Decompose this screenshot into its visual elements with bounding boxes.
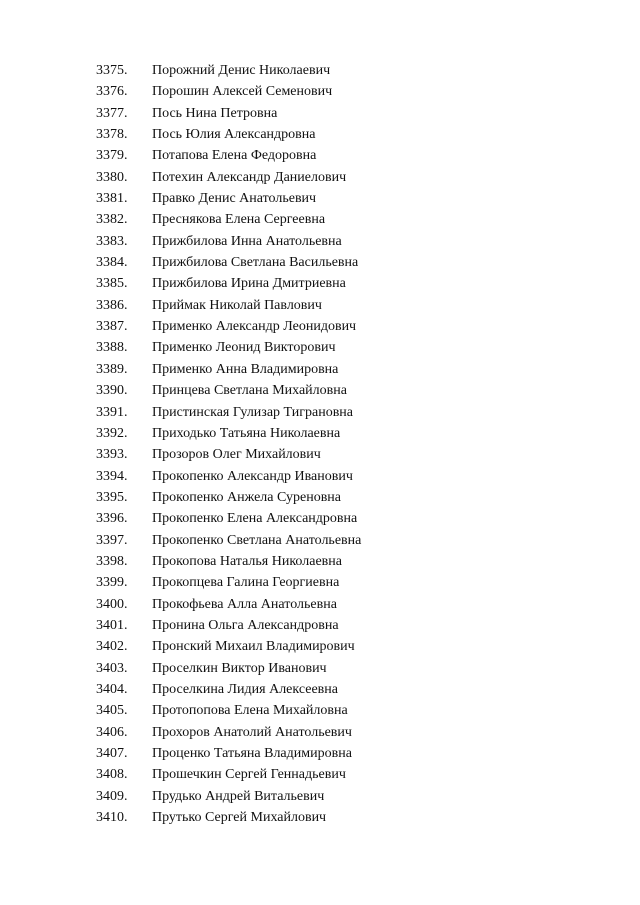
- entry-name: Прокопцева Галина Георгиевна: [152, 575, 340, 591]
- entry-name: Прокопенко Светлана Анатольевна: [152, 532, 362, 548]
- entry-name: Пронина Ольга Александровна: [152, 617, 339, 633]
- entry-name: Применко Анна Владимировна: [152, 361, 339, 377]
- entry-name: Прокопенко Александр Иванович: [152, 468, 353, 484]
- entry-name: Пось Нина Петровна: [152, 105, 278, 121]
- entry-number: 3408.: [96, 767, 128, 783]
- entry-number: 3389.: [96, 361, 128, 377]
- entry-number: 3386.: [96, 297, 128, 313]
- entry-name: Применко Леонид Викторович: [152, 340, 336, 356]
- entry-name: Пронский Михаил Владимирович: [152, 639, 355, 655]
- entry-name: Прижбилова Ирина Дмитриевна: [152, 276, 346, 292]
- entry-name: Проселкина Лидия Алексеевна: [152, 681, 338, 697]
- entry-number: 3399.: [96, 575, 128, 591]
- entry-name: Прокофьева Алла Анатольевна: [152, 596, 337, 612]
- entry-number: 3409.: [96, 788, 128, 804]
- entry-number: 3388.: [96, 340, 128, 356]
- entry-name: Пось Юлия Александровна: [152, 127, 316, 143]
- entry-number: 3394.: [96, 468, 128, 484]
- entry-name: Прудько Андрей Витальевич: [152, 788, 325, 804]
- entry-number: 3395.: [96, 489, 128, 505]
- entry-name: Прутько Сергей Михайлович: [152, 810, 327, 826]
- entry-number: 3383.: [96, 233, 128, 249]
- entry-name: Потехин Александр Даниелович: [152, 169, 347, 185]
- entry-name: Прозоров Олег Михайлович: [152, 447, 321, 463]
- entry-number: 3379.: [96, 148, 128, 164]
- entry-number: 3397.: [96, 532, 128, 548]
- entry-name: Правко Денис Анатольевич: [152, 191, 317, 207]
- entry-number: 3392.: [96, 425, 128, 441]
- entry-number: 3398.: [96, 553, 128, 569]
- entry-name: Пристинская Гулизар Тиграновна: [152, 404, 354, 420]
- entry-number: 3402.: [96, 639, 128, 655]
- entry-number: 3407.: [96, 746, 128, 761]
- entry-number: 3410.: [96, 810, 128, 826]
- entry-name: Прокопенко Анжела Суреновна: [152, 489, 342, 505]
- entry-number: 3393.: [96, 447, 128, 463]
- entry-number: 3381.: [96, 191, 128, 207]
- entry-number: 3403.: [96, 660, 128, 676]
- entry-number: 3405.: [96, 703, 128, 719]
- entry-name: Проценко Татьяна Владимировна: [152, 746, 352, 761]
- entry-number: 3378.: [96, 127, 128, 143]
- entry-name: Порожний Денис Николаевич: [152, 63, 331, 78]
- entry-name: Приймак Николай Павлович: [152, 297, 322, 313]
- entry-name: Порошин Алексей Семенович: [152, 84, 333, 100]
- entry-number: 3396.: [96, 511, 128, 527]
- entry-name: Прижбилова Инна Анатольевна: [152, 233, 342, 249]
- entry-name: Прохоров Анатолий Анатольевич: [152, 724, 352, 740]
- entry-number: 3377.: [96, 105, 128, 121]
- entry-name: Прошечкин Сергей Геннадьевич: [152, 767, 346, 783]
- entry-number: 3380.: [96, 169, 128, 185]
- entry-number: 3390.: [96, 383, 128, 399]
- entry-name: Прокопенко Елена Александровна: [152, 511, 358, 527]
- entry-number: 3385.: [96, 276, 128, 292]
- entry-number: 3387.: [96, 319, 128, 335]
- entry-name: Прокопова Наталья Николаевна: [152, 553, 342, 569]
- entry-number: 3375.: [96, 63, 128, 78]
- entry-name: Приходько Татьяна Николаевна: [152, 425, 341, 441]
- entry-name: Потапова Елена Федоровна: [152, 148, 317, 164]
- entry-name: Прижбилова Светлана Васильевна: [152, 255, 359, 271]
- entry-name: Принцева Светлана Михайловна: [152, 383, 347, 399]
- entry-name: Проселкин Виктор Иванович: [152, 660, 327, 676]
- entry-number: 3376.: [96, 84, 128, 100]
- entry-number: 3400.: [96, 596, 128, 612]
- entry-number: 3384.: [96, 255, 128, 271]
- entry-number: 3382.: [96, 212, 128, 228]
- entry-number: 3404.: [96, 681, 128, 697]
- entry-number: 3391.: [96, 404, 128, 420]
- entry-name: Преснякова Елена Сергеевна: [152, 212, 326, 228]
- entry-name: Применко Александр Леонидович: [152, 319, 357, 335]
- entry-name: Протопопова Елена Михайловна: [152, 703, 348, 719]
- entry-number: 3401.: [96, 617, 128, 633]
- entry-number: 3406.: [96, 724, 128, 740]
